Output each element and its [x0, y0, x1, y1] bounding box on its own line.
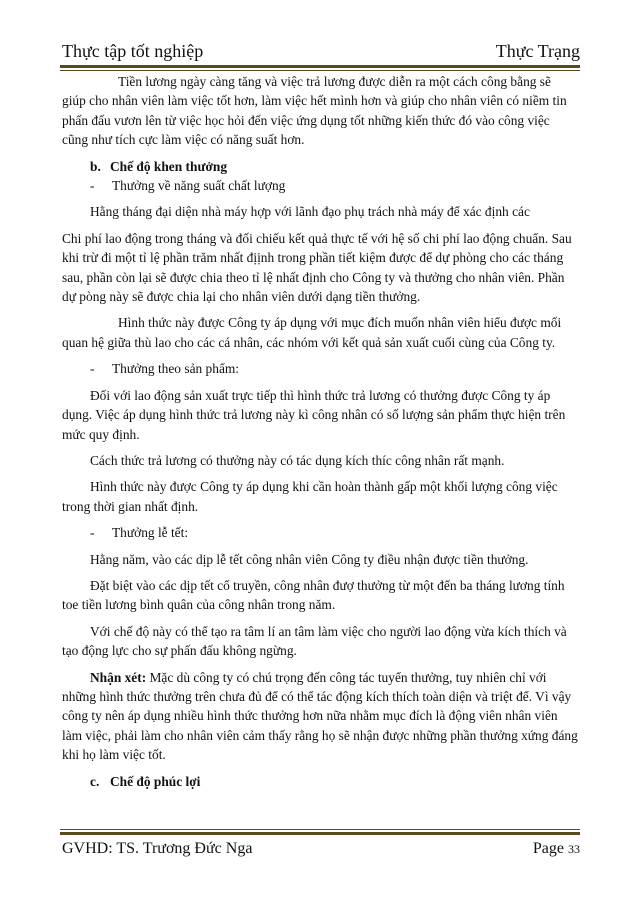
heading-text: Chế độ phúc lợi: [110, 773, 201, 789]
paragraph: Chi phí lao động trong tháng và đối chiếu kết quả thực tế với hệ số chi phí lao động chuẩn. Sau khi trừ đi một tỉ lệ phần trăm nhất địịnh trong phần tiết kiệm được để dự phòng cho các tháng sau, phần còn lại sẽ được chia theo tỉ lệ nhất định cho Công ty và thưởng cho nhân viên. Phần dự pòng này sẽ được chia lại cho nhân viên dưới dạng tiền thưởng.: [62, 230, 572, 305]
paragraph: Cách thức trả lương có thưởng này có tác dụng kích thíc công nhân rất mạnh.: [90, 452, 505, 468]
paragraph: Đặt biệt vào các dịp tết cổ truyền, công nhân đượ thưởng từ một đến ba tháng lương tính toe tiền lương bình quân của công nhân trong năm.: [62, 577, 565, 613]
paragraph: [62, 668, 578, 765]
bullet-dash: -: [90, 525, 95, 541]
paragraph: Hình thức này được Công ty áp dụng với mục đích muốn nhân viên hiểu được mối quan hệ giữa thù lao cho các cá nhân, các nhóm với kết quả sản xuất cuối cùng của Công ty.: [62, 315, 562, 350]
page-label: Page: [532, 840, 564, 857]
paragraph: Hình thức này được Công ty áp dụng khi cần hoàn thành gấp một khối lượng công việc trong thời gian nhất định.: [62, 479, 558, 514]
page-indicator: [533, 840, 580, 858]
page-body: [62, 72, 578, 791]
bullet-dash: -: [90, 361, 95, 377]
page-number: 33: [568, 842, 580, 856]
header-title: Thực tập tốt nghiệp: [62, 41, 204, 61]
paragraph: Với chế độ này có thể tạo ra tâm lí an tâm làm việc cho người lao động vừa kích thích và tạo động lực cho sự phấn đấu không ngừng.: [62, 623, 567, 659]
bullet-item: [62, 523, 578, 542]
page-header: [62, 38, 580, 62]
heading-text: Chế độ khen thưởng: [110, 158, 228, 174]
header-rule: [60, 65, 580, 71]
paragraph: Đối với lao động sản xuất trực tiếp thì hình thức trả lương có thưởng được Công ty áp dụng. Việc áp dụng hình thức trả lương này kì công nhân có số lượng sản phẩm thực hiện trên mức quy định.: [62, 387, 566, 442]
bullet-item: [62, 359, 578, 378]
page-footer: [62, 836, 580, 858]
bullet-text: Thưởng lễ tết:: [112, 525, 189, 541]
heading-marker: b.: [90, 158, 101, 174]
remark-label: Nhận xét:: [90, 669, 147, 685]
paragraph: Tiền lương ngày càng tăng và việc trả lương được diễn ra một cách công bằng sẽ giúp cho nhân viên làm việc tốt hơn, làm việc hết mình hơn và giúp cho nhân viên có niềm tin phấn đấu vươn lên từ việc học hỏi đến việc ứng dụng tốt những kiến thức đó vào công việc cũng như tích cực làm việc có năng suất hơn.: [62, 74, 567, 148]
bullet-text: Thưởng theo sản phẩm:: [112, 361, 240, 377]
paragraph: Hằng tháng đại diện nhà máy hợp với lãnh đạo phụ trách nhà máy để xác định các: [90, 204, 530, 220]
bullet-text: Thưởng về năng suất chất lượng: [112, 178, 286, 194]
footer-advisor: GVHD: TS. Trương Đức Nga: [62, 840, 253, 857]
section-heading-b: [62, 157, 578, 176]
paragraph: Hằng năm, vào các dịp lễ tết công nhân viên Công ty điều nhận được tiền thưởng.: [90, 551, 529, 567]
header-section: Thực Trạng: [495, 41, 580, 61]
section-heading-c: [62, 772, 578, 791]
remark-text: Mặc dù công ty có chú trọng đến công tác tuyển thưởng, tuy nhiên chỉ với những hình thức thưởng trên chưa đủ để có thể tác động kích thích toàn diện và triệt để. Vì vậy công ty nên áp dụng nhiều hình thức thưởng hơn nữa nhằm mục đích là động viên nhân viên làm việc, phải làm cho nhân viên cảm thấy rằng họ sẽ nhận được những phần thưởng xứng đáng khi họ làm việc tốt.: [62, 669, 578, 763]
bullet-dash: -: [90, 178, 95, 194]
heading-marker: c.: [90, 773, 100, 789]
footer-rule: [60, 829, 580, 835]
bullet-item: [62, 176, 578, 195]
